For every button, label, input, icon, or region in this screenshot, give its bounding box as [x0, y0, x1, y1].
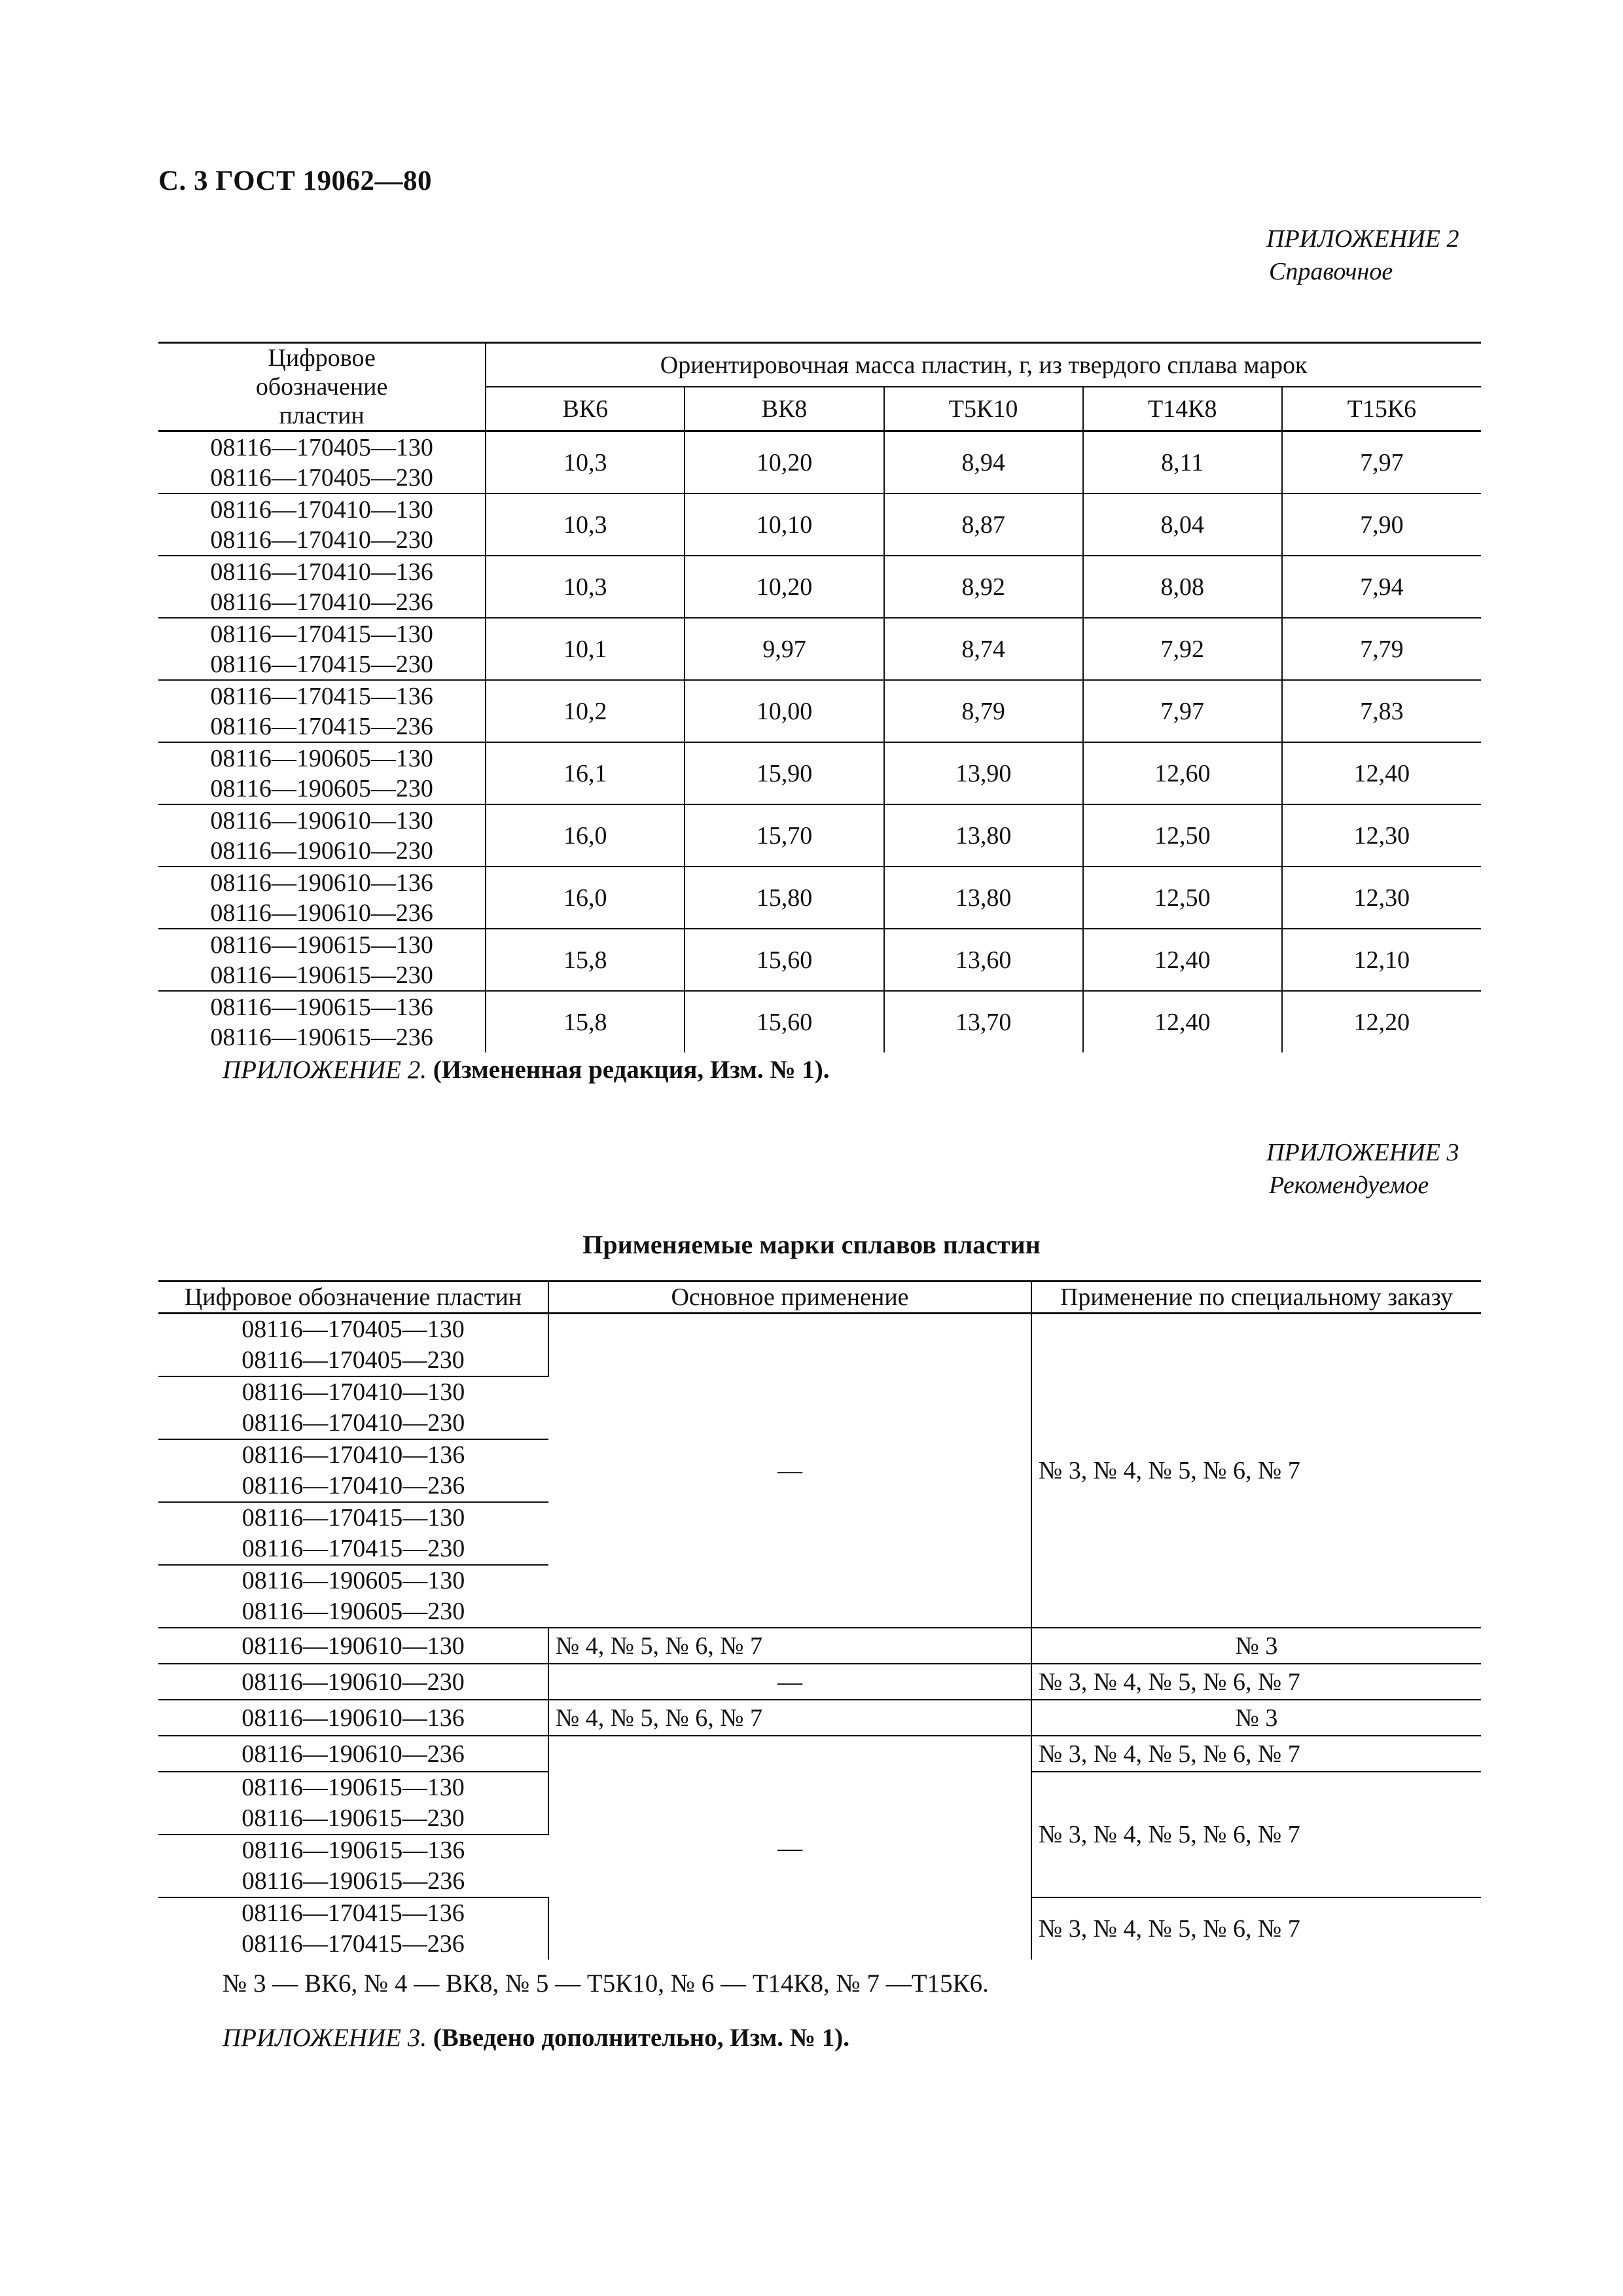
mass-value-cell: 15,60 — [685, 929, 883, 991]
designation-cell — [158, 1314, 548, 1377]
mass-value-cell: 12,50 — [1083, 804, 1282, 867]
main-cell: № 4, № 5, № 6, № 7 — [548, 1628, 1031, 1664]
designation-cell — [158, 493, 486, 556]
table-row — [158, 1628, 1481, 1664]
designation-line: 08116—190615—230 — [241, 1804, 465, 1832]
designation-cell — [158, 431, 486, 494]
mass-value-cell: 8,08 — [1083, 556, 1282, 618]
designation-line: 08116—170405—230 — [241, 1346, 465, 1374]
mass-value-cell: 13,60 — [884, 929, 1083, 991]
designation-line: 08116—190615—136 — [210, 993, 433, 1021]
alloy-table-title: Применяемые марки сплавов пластин — [582, 1230, 1041, 1259]
designation-cell: 08116—190610—136 — [158, 1700, 548, 1736]
grade-header: Т5К10 — [884, 387, 1083, 431]
designation-cell: 08116—190610—230 — [158, 1664, 548, 1700]
mass-group-header: Ориентировочная масса пластин, г, из твердого сплава марок — [486, 343, 1481, 387]
mass-value-cell: 12,40 — [1083, 991, 1282, 1052]
mass-value-cell: 16,1 — [486, 742, 685, 804]
mass-value-cell: 12,60 — [1083, 742, 1282, 804]
mass-value-cell: 12,20 — [1353, 1008, 1410, 1036]
mass-value-cell: 7,97 — [1282, 431, 1481, 494]
mass-value-cell: 15,70 — [685, 804, 883, 867]
grade-header: ВК8 — [685, 387, 883, 431]
page-header: С. 3 ГОСТ 19062—80 — [158, 166, 433, 196]
table-row — [158, 804, 1481, 867]
designation-line: 08116—190605—230 — [241, 1598, 465, 1625]
designation-cell — [158, 991, 486, 1052]
group1-main-cell: — — [548, 1314, 1031, 1628]
designation-header — [158, 343, 486, 431]
designation-line: 08116—170410—230 — [210, 526, 433, 554]
appendix-2-label: ПРИЛОЖЕНИЕ 2 — [1266, 225, 1459, 253]
table-row — [158, 1736, 1481, 1772]
mass-value-cell: 7,90 — [1282, 493, 1481, 556]
table-row — [158, 618, 1481, 680]
designation-cell — [158, 1772, 548, 1835]
appendix-2-heading — [1266, 223, 1459, 288]
mass-value-cell: 8,87 — [884, 493, 1083, 556]
mass-value-cell: 13,70 — [884, 991, 1083, 1052]
table-row — [158, 680, 1481, 742]
designation-line: 08116—190615—236 — [210, 1023, 433, 1051]
appendix-2-note-label: ПРИЛОЖЕНИЕ 2. — [223, 1056, 427, 1084]
appendix-3-label: ПРИЛОЖЕНИЕ 3 — [1266, 1139, 1459, 1166]
special-cell: № 3 — [1031, 1700, 1481, 1736]
mass-value-cell: 15,60 — [685, 991, 883, 1052]
designation-line: 08116—170410—130 — [210, 495, 433, 524]
table-row — [158, 991, 1481, 1052]
mass-value-cell: 10,1 — [486, 618, 685, 680]
special-cell: № 3, № 4, № 5, № 6, № 7 — [1031, 1772, 1481, 1897]
appendix-3-note-label: ПРИЛОЖЕНИЕ 3. — [223, 2024, 427, 2052]
mass-value-cell: 8,74 — [884, 618, 1083, 680]
alloy-grades-table — [158, 1280, 1481, 1960]
table-row — [158, 867, 1481, 929]
designation-line: 08116—170405—130 — [210, 433, 433, 461]
designation-line: 08116—170410—130 — [241, 1378, 465, 1406]
designation-line: 08116—170410—230 — [241, 1409, 465, 1437]
designation-line: 08116—190610—136 — [210, 869, 433, 897]
mass-value-cell: 8,04 — [1083, 493, 1282, 556]
designation-cell — [158, 929, 486, 991]
designation-line: 08116—170415—130 — [210, 620, 433, 648]
designation-cell — [158, 804, 486, 867]
designation-cell — [158, 867, 486, 929]
designation-line: 08116—170415—230 — [210, 650, 433, 678]
mass-value-cell: 12,40 — [1083, 929, 1282, 991]
designation-cell: 08116—190610—130 — [158, 1628, 548, 1664]
t2-header-designation: Цифровое обозначение пластин — [158, 1282, 548, 1314]
table-row — [158, 1314, 1481, 1377]
designation-line: 08116—170410—136 — [210, 558, 433, 586]
mass-value-cell: 15,8 — [486, 991, 685, 1052]
table-row — [158, 1700, 1481, 1736]
designation-line: 08116—170415—236 — [241, 1930, 465, 1958]
appendix-3-note-text: (Введено дополнительно, Изм. № 1). — [433, 2024, 849, 2052]
special-cell: № 3 — [1031, 1628, 1481, 1664]
appendix-3-note — [223, 2023, 849, 2053]
mass-value-cell: 7,83 — [1282, 680, 1481, 742]
designation-cell — [158, 1897, 548, 1960]
special-cell: № 3, № 4, № 5, № 6, № 7 — [1031, 1736, 1481, 1772]
designation-line: 08116—170405—130 — [241, 1316, 465, 1343]
mass-value-cell: 12,50 — [1083, 867, 1282, 929]
table-row — [158, 431, 1481, 494]
designation-line: 08116—170415—136 — [241, 1899, 465, 1927]
grade-header: Т14К8 — [1083, 387, 1282, 431]
designation-cell — [158, 680, 486, 742]
mass-value-cell: 10,3 — [486, 556, 685, 618]
designation-cell — [158, 1565, 548, 1628]
appendix-2-kind: Справочное — [1269, 258, 1393, 285]
designation-line: 08116—170410—236 — [241, 1472, 465, 1499]
mass-value-cell: 13,80 — [884, 867, 1083, 929]
designation-cell — [158, 1502, 548, 1565]
grade-legend: № 3 — ВК6, № 4 — ВК8, № 5 — Т5К10, № 6 — Т14К8, № 7 —Т15К6. — [223, 1969, 989, 1998]
designation-line: 08116—170410—236 — [210, 588, 433, 616]
mass-value-cell: 12,40 — [1282, 742, 1481, 804]
designation-cell — [158, 742, 486, 804]
plate-mass-table — [158, 342, 1481, 1052]
table-row — [158, 493, 1481, 556]
mass-value-cell: 16,0 — [486, 867, 685, 929]
mass-value-cell: 15,90 — [685, 742, 883, 804]
main-cell: — — [548, 1664, 1031, 1700]
mass-value-cell: 10,20 — [685, 431, 883, 494]
table-row — [158, 556, 1481, 618]
special-cell: № 3, № 4, № 5, № 6, № 7 — [1039, 1915, 1300, 1943]
designation-line: 08116—190605—230 — [210, 774, 433, 802]
designation-line: 08116—190615—236 — [241, 1867, 465, 1895]
mass-value-cell: 12,10 — [1282, 929, 1481, 991]
mass-value-cell: 7,92 — [1083, 618, 1282, 680]
appendix-2-note — [223, 1055, 830, 1085]
grade-header: Т15К6 — [1282, 387, 1481, 431]
group1-special-cell: № 3, № 4, № 5, № 6, № 7 — [1031, 1314, 1481, 1628]
designation-line: 08116—170415—130 — [241, 1504, 465, 1532]
designation-line: 08116—190615—136 — [241, 1837, 465, 1864]
designation-cell — [158, 618, 486, 680]
mass-value-cell: 8,94 — [884, 431, 1083, 494]
designation-line: 08116—190615—130 — [210, 931, 433, 959]
appendix-2-note-text: (Измененная редакция, Изм. № 1). — [433, 1056, 830, 1084]
designation-line: 08116—190605—130 — [241, 1567, 465, 1594]
designation-line: 08116—170410—136 — [241, 1441, 465, 1469]
mass-value-cell: 16,0 — [486, 804, 685, 867]
table-row — [158, 1664, 1481, 1700]
mass-value-cell: 10,20 — [685, 556, 883, 618]
designation-cell — [158, 1439, 548, 1502]
designation-line: 08116—170405—230 — [210, 463, 433, 492]
mass-value-cell: 10,3 — [486, 431, 685, 494]
special-cell: № 3, № 4, № 5, № 6, № 7 — [1031, 1664, 1481, 1700]
main-cell: № 4, № 5, № 6, № 7 — [548, 1700, 1031, 1736]
grade-header: ВК6 — [486, 387, 685, 431]
mass-value-cell: 12,30 — [1282, 804, 1481, 867]
designation-line: 08116—170415—230 — [241, 1535, 465, 1562]
mass-value-cell: 15,8 — [486, 929, 685, 991]
mass-value-cell: 10,3 — [486, 493, 685, 556]
mass-value-cell: 13,80 — [884, 804, 1083, 867]
mass-value-cell: 7,97 — [1083, 680, 1282, 742]
designation-line: 08116—190610—236 — [210, 899, 433, 927]
designation-line: 08116—170415—236 — [210, 712, 433, 740]
mass-value-cell: 7,94 — [1282, 556, 1481, 618]
mass-value-cell: 7,79 — [1282, 618, 1481, 680]
designation-line: 08116—190615—230 — [210, 961, 433, 989]
designation-line: 08116—170415—136 — [210, 682, 433, 710]
designation-cell — [158, 1376, 548, 1439]
mass-value-cell: 9,97 — [685, 618, 883, 680]
designation-line: 08116—190610—230 — [210, 836, 433, 865]
mass-value-cell: 10,10 — [685, 493, 883, 556]
table-row — [158, 742, 1481, 804]
table-row — [158, 929, 1481, 991]
mass-value-cell: 8,92 — [884, 556, 1083, 618]
designation-cell — [158, 556, 486, 618]
appendix-3-heading — [1266, 1136, 1459, 1202]
mass-value-cell: 8,79 — [884, 680, 1083, 742]
designation-line: 08116—190605—130 — [210, 744, 433, 772]
mass-value-cell: 12,30 — [1282, 867, 1481, 929]
designation-line: 08116—190615—130 — [241, 1774, 465, 1801]
mass-value-cell: 13,90 — [884, 742, 1083, 804]
t2-header-main: Основное применение — [548, 1282, 1031, 1314]
t2-header-special: Применение по специальному заказу — [1031, 1282, 1481, 1314]
mass-value-cell: 8,11 — [1083, 431, 1282, 494]
mass-value-cell: 10,2 — [486, 680, 685, 742]
mass-value-cell: 10,00 — [685, 680, 883, 742]
mass-value-cell: 15,80 — [685, 867, 883, 929]
designation-cell: 08116—190610—236 — [158, 1736, 548, 1772]
designation-line: 08116—190610—130 — [210, 806, 433, 834]
designation-cell — [158, 1835, 548, 1897]
designation-header-text: Цифровое обозначение пластин — [255, 344, 388, 429]
appendix-3-kind: Рекомендуемое — [1269, 1172, 1429, 1199]
group2-main-cell: — — [548, 1736, 1031, 1960]
